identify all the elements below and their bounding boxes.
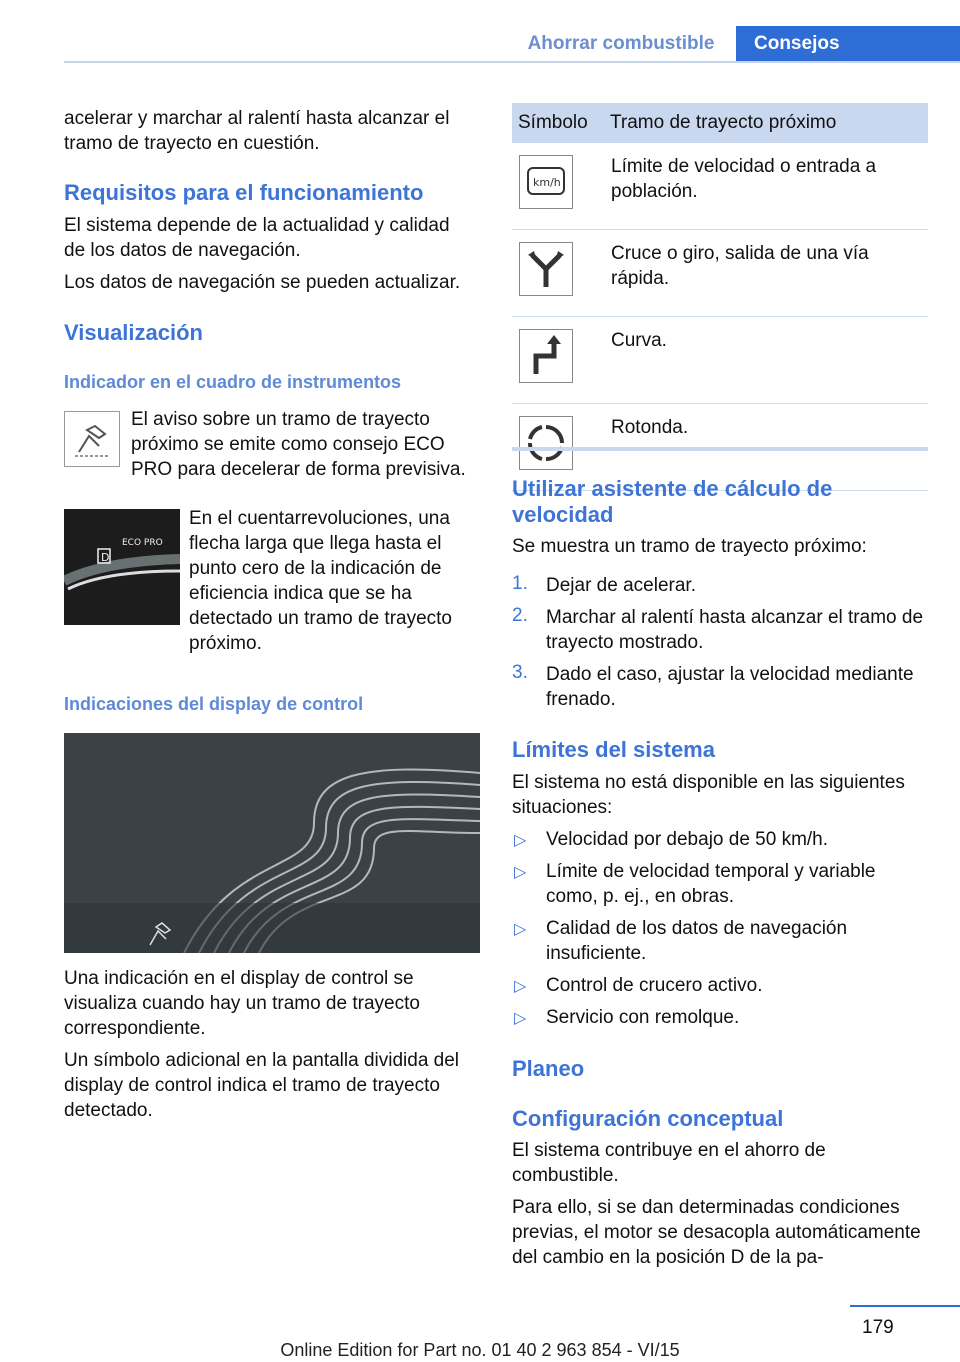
footer-edition: Online Edition for Part no. 01 40 2 963 854 - VI/15 [280, 1340, 680, 1360]
bullet-triangle-icon: ▷ [514, 978, 527, 995]
step-text: Dado el caso, ajustar la velocidad mediante frenado. [546, 664, 914, 710]
coasting-heading: Planeo [512, 1056, 585, 1081]
curve-icon [519, 329, 573, 383]
visualization-heading: Visualización [64, 320, 203, 345]
speed-limit-icon-text: km/h [533, 176, 561, 189]
junction-icon [519, 242, 573, 296]
page-number: 179 [862, 1317, 894, 1338]
table-cell-text: Rotonda. [604, 404, 928, 491]
limit-bullet-text: Control de crucero activo. [546, 975, 763, 996]
step-number: 1. [512, 573, 528, 594]
gauge-gear-label: D [101, 551, 110, 564]
step-text: Dejar de acelerar. [546, 575, 696, 596]
instrument-paragraph-2 [189, 506, 479, 656]
control-display-paragraph-2: Un símbolo adicional en la pantalla dividida del display de control indica el tramo de trayecto detectado. [64, 1050, 460, 1121]
requirements-heading: Requisitos para el funcionamiento [64, 180, 424, 205]
control-display-paragraph-1: Una indicación en el display de control se visualiza cuando hay un tramo de trayecto correspondiente. [64, 968, 420, 1039]
table-row [512, 230, 928, 317]
system-limits-paragraph: El sistema no está disponible en las siguientes situaciones: [512, 772, 905, 818]
table-cell-text: Límite de velocidad o entrada a población. [604, 143, 928, 230]
bullet-triangle-icon: ▷ [514, 921, 527, 938]
footer-rule [850, 1305, 960, 1307]
header-chapter-tab: Consejos [736, 26, 960, 63]
tachometer-image [64, 509, 180, 625]
symbol-table [512, 103, 928, 491]
requirements-paragraph-2: Los datos de navegación se pueden actualizar. [64, 272, 461, 293]
bullet-triangle-icon: ▷ [514, 832, 527, 849]
limit-bullet-text: Velocidad por debajo de 50 km/h. [546, 829, 829, 850]
speed-limit-icon [519, 155, 573, 209]
instrument-paragraph-2-text: En el cuentarrevoluciones, una flecha larga que llega hasta el punto cero de la indicación de eficiencia indica que se ha detectado un tramo de trayecto próximo. [189, 508, 452, 654]
intro-paragraph: acelerar y marchar al ralentí hasta alcanzar el tramo de trayecto en cuestión. [64, 108, 450, 154]
concept-paragraph-1: El sistema contribuye en el ahorro de combustible. [512, 1140, 826, 1186]
gauge-eco-label: ECO PRO [122, 538, 163, 548]
table-header-description: Tramo de trayecto próximo [604, 103, 928, 143]
concept-paragraph-2: Para ello, si se dan determinadas condiciones previas, el motor se desacopla automáticamente del cambio en la posición D de la pa- [512, 1197, 921, 1268]
limit-bullet-text: Límite de velocidad temporal y variable como, p. ej., en obras. [546, 861, 876, 907]
limit-bullet-text: Calidad de los datos de navegación insuficiente. [546, 918, 848, 964]
header-rule [64, 61, 960, 63]
table-row [512, 317, 928, 404]
step-text: Marchar al ralentí hasta alcanzar el tramo de trayecto mostrado. [546, 607, 924, 653]
table-row [512, 143, 928, 230]
step-number: 3. [512, 662, 528, 683]
table-header-symbol: Símbolo [512, 103, 604, 143]
instrument-indicator-heading: Indicador en el cuadro de instrumentos [64, 372, 402, 392]
system-limits-heading: Límites del sistema [512, 737, 715, 762]
eco-pro-hint-icon [64, 411, 120, 467]
bullet-triangle-icon: ▷ [514, 1010, 527, 1027]
instrument-paragraph-1: El aviso sobre un tramo de trayecto próximo se emite como consejo ECO PRO para decelerar de forma previsiva. [131, 409, 466, 480]
control-display-image [64, 733, 480, 953]
speed-assistant-paragraph: Se muestra un tramo de trayecto próximo: [512, 536, 867, 557]
speed-assistant-heading: Utilizar asistente de cálculo de velocidad [512, 476, 833, 527]
control-display-heading: Indicaciones del display de control [64, 694, 364, 714]
table-cell-text: Curva. [604, 317, 928, 404]
concept-heading: Configuración conceptual [512, 1106, 784, 1131]
header-section-tab: Ahorrar combustible [527, 33, 715, 54]
table-cell-text: Cruce o giro, salida de una vía rápida. [604, 230, 928, 317]
table-bottom-rule [512, 447, 928, 451]
bullet-triangle-icon: ▷ [514, 864, 527, 881]
limit-bullet-text: Servicio con remolque. [546, 1007, 740, 1028]
requirements-paragraph-1: El sistema depende de la actualidad y calidad de los datos de navegación. [64, 215, 450, 261]
step-number: 2. [512, 605, 528, 626]
roundabout-icon [519, 416, 573, 470]
